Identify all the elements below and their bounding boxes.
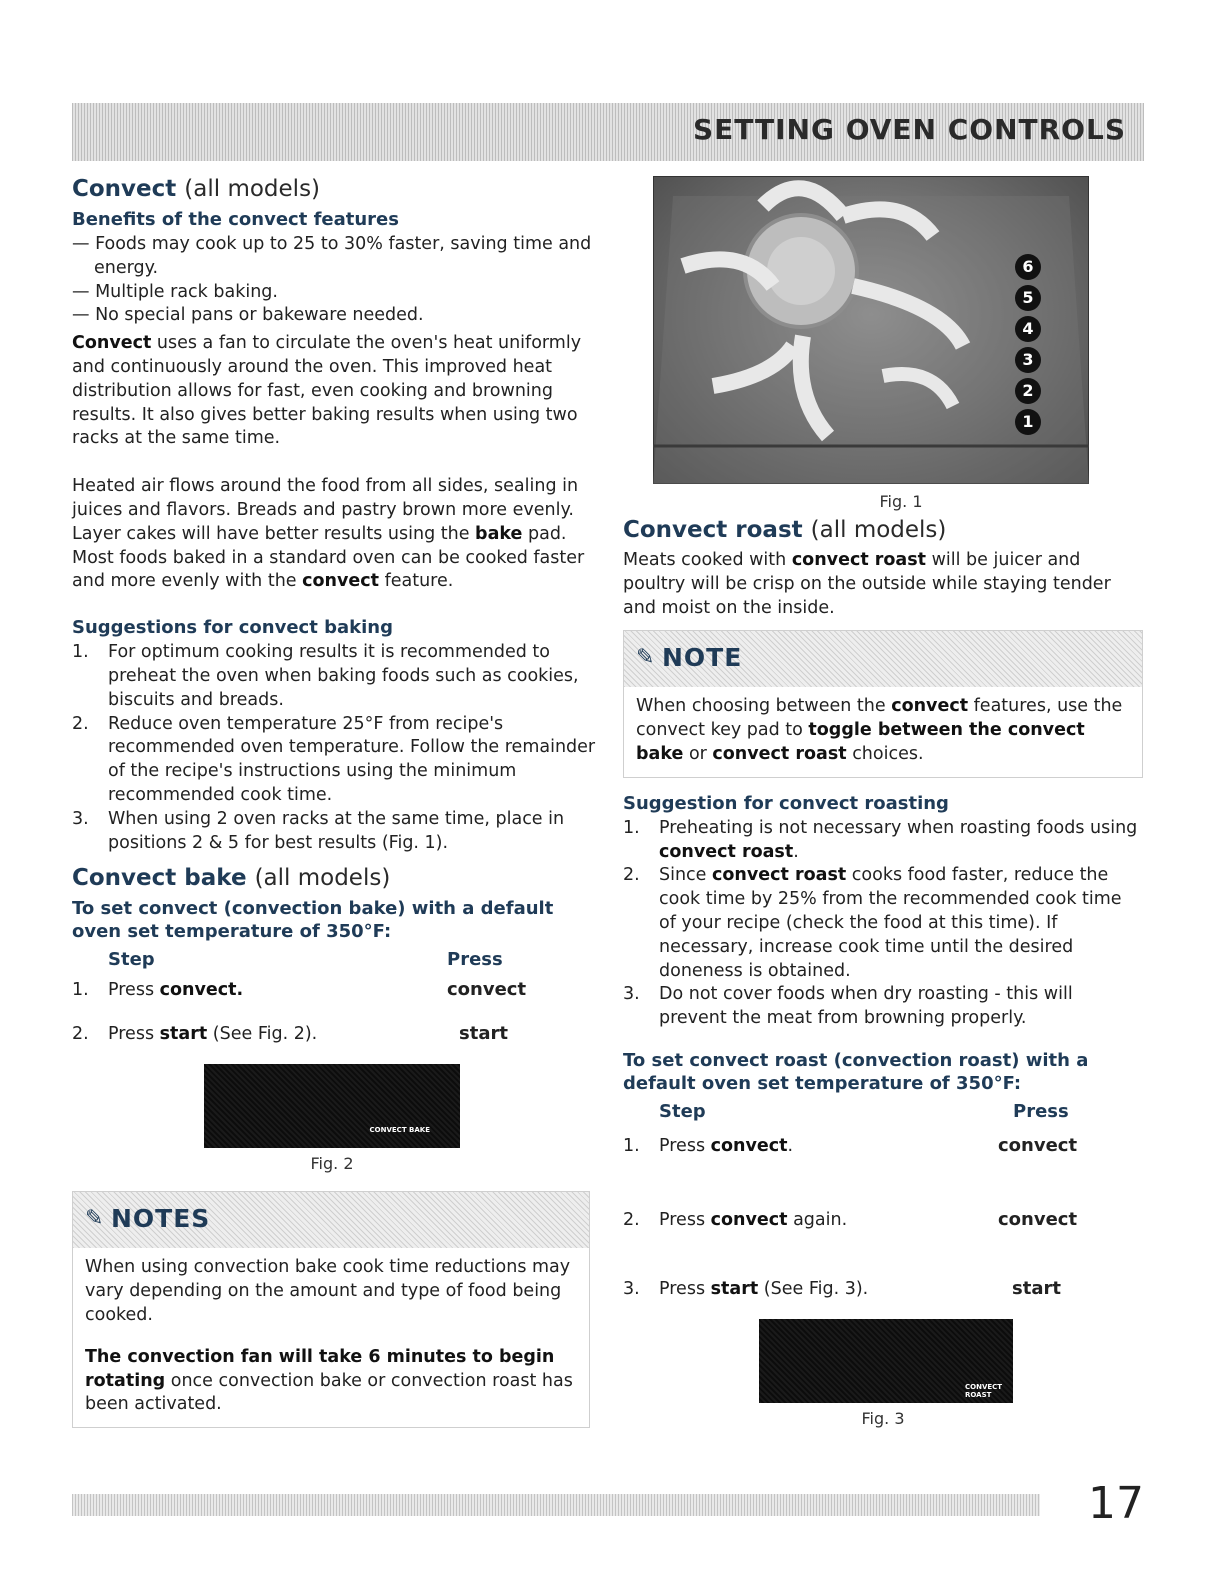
suggestions-heading: Suggestions for convect baking <box>72 617 393 639</box>
rack-number-badge: 6 <box>1015 254 1041 280</box>
pushpin-icon: ✎ <box>636 645 655 671</box>
right-column <box>623 170 1143 1428</box>
convect-bake-heading: Convect bake (all models) <box>72 865 391 892</box>
step-row: 2. Press convect again. convect <box>623 1208 1143 1232</box>
convect-roast-display: CONVECT ROAST <box>759 1319 1013 1403</box>
press-key-label: convect <box>998 1208 1078 1230</box>
rack-number-badge: 2 <box>1015 378 1041 404</box>
notes-text: The convection fan will take 6 minutes to begin rotating once convection bake or convection roast has been activated. <box>85 1346 573 1415</box>
convect-description: Convect uses a fan to circulate the oven's heat uniformly and continuously around the oven. This improved heat distribution allows for fast, even cooking and browning results. It also gives better baking results when using two racks at the same time. <box>72 333 582 449</box>
list-item: 2. Since convect roast cooks food faster, reduce the cook time by 25% from the recommended cook time of your recipe (check the food at this time). If necessary, increase cook time until the desired doneness is obtained. <box>623 865 1122 981</box>
roast-suggestions-list <box>623 817 1143 1031</box>
convect-heading: Convect (all models) <box>72 176 321 202</box>
press-key-label: start <box>1012 1277 1061 1299</box>
notes-box <box>72 1191 590 1428</box>
convect-roast-description: Meats cooked with convect roast will be juicer and poultry will be crisp on the outside while staying tender and moist on the inside. <box>623 550 1111 618</box>
press-key-label: convect <box>998 1134 1078 1156</box>
note-text: When choosing between the convect features, use the convect key pad to toggle between the convect bake or convect roast choices. <box>636 696 1123 764</box>
notes-text: When using convection bake cook time reductions may vary depending on the amount and type of food being cooked. <box>85 1257 571 1325</box>
header-banner <box>72 103 1144 161</box>
fig1-caption: Fig. 1 <box>879 492 923 511</box>
roast-suggestion-heading: Suggestion for convect roasting <box>623 792 949 814</box>
list-item: 3. Do not cover foods when dry roasting - this will prevent the meat from browning properly. <box>623 984 1073 1029</box>
suggestions-list <box>72 641 597 855</box>
oven-fan-image <box>653 176 1089 484</box>
press-key-label: start <box>459 1023 508 1045</box>
rack-number-badge: 1 <box>1015 409 1041 435</box>
left-column <box>72 170 597 1428</box>
fig2-caption: Fig. 2 <box>310 1154 354 1174</box>
rack-number-badge: 5 <box>1015 285 1041 311</box>
benefit-item: — No special pans or bakeware needed. <box>72 305 424 326</box>
note-box <box>623 630 1143 777</box>
list-item: 2. Reduce oven temperature 25°F from recipe's recommended oven temperature. Follow the remainder of the recipe's instructions using the minimum recommended cook time. <box>72 713 596 805</box>
step-row: 3. Press start (See Fig. 3). start <box>623 1277 1143 1301</box>
convect-roast-instruction: To set convect roast (convection roast) with a default oven set temperature of 350°F: <box>623 1049 1089 1094</box>
rack-position-markers <box>1015 254 1045 435</box>
rack-number-badge: 4 <box>1015 316 1041 342</box>
list-item: 3. When using 2 oven racks at the same time, place in positions 2 & 5 for best results (Fig. 1). <box>72 808 565 853</box>
notes-header: ✎ NOTES <box>73 1192 589 1248</box>
step-row: 2. Press start (See Fig. 2). start <box>72 1022 597 1046</box>
pushpin-icon: ✎ <box>85 1206 104 1232</box>
page-number: 17 <box>1088 1478 1144 1529</box>
step-row: 1. Press convect. convect <box>623 1134 1143 1158</box>
list-item: 1. Preheating is not necessary when roasting foods using convect roast. <box>623 817 1138 862</box>
footer-bar <box>72 1494 1040 1516</box>
benefits-heading: Benefits of the convect features <box>72 209 399 230</box>
press-key-label: convect <box>447 979 527 1001</box>
note-header: ✎ NOTE <box>624 631 1142 687</box>
heated-air-paragraph: Heated air flows around the food from all sides, sealing in juices and flavors. Breads and pastry brown more evenly. Layer cakes will have better results using the bake pad. Most foods baked in a standard oven can be cooked faster and more evenly with the convect feature. <box>72 476 585 592</box>
convect-bake-display: CONVECT BAKE <box>204 1064 460 1148</box>
benefit-item: — Multiple rack baking. <box>72 281 278 302</box>
steps-header: Step Press <box>659 1100 1069 1122</box>
convect-roast-heading: Convect roast (all models) <box>623 517 947 543</box>
benefit-item: — Foods may cook up to 25 to 30% faster, saving time and energy. <box>72 234 592 278</box>
fig3-caption: Fig. 3 <box>861 1408 905 1428</box>
section-title: SETTING OVEN CONTROLS <box>692 113 1126 146</box>
step-row: 1. Press convect. convect <box>72 978 597 1002</box>
rack-number-badge: 3 <box>1015 347 1041 373</box>
convect-bake-instruction: To set convect (convection bake) with a default oven set temperature of 350°F: <box>72 898 554 943</box>
list-item: 1. For optimum cooking results it is recommended to preheat the oven when baking foods such as cookies, biscuits and breads. <box>72 642 579 710</box>
steps-header: Step Press <box>108 949 503 971</box>
